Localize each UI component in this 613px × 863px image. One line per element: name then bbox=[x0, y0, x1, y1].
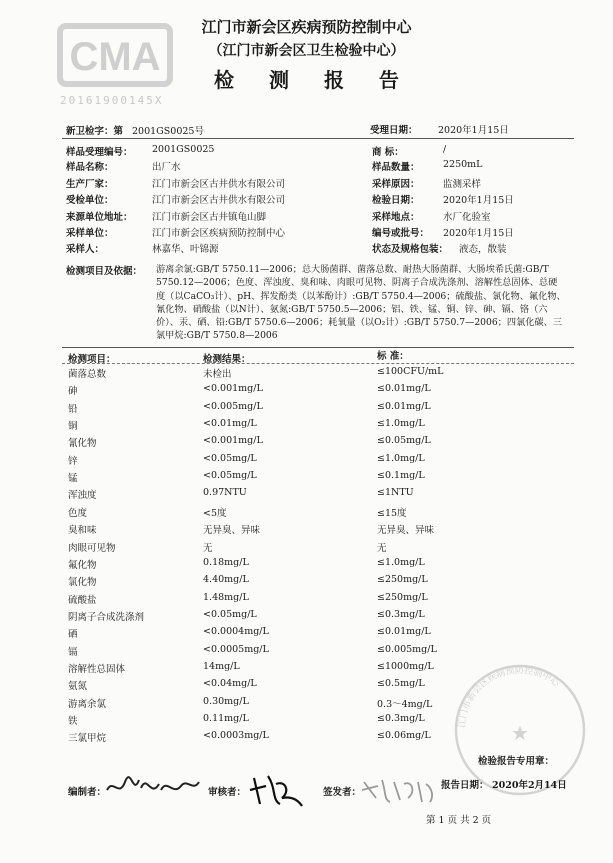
test-item: 浑浊度 bbox=[68, 490, 97, 501]
divider-mid bbox=[62, 347, 574, 348]
report-no-label: 新卫检字：第 bbox=[66, 126, 124, 137]
col-header-standard: 标 准： bbox=[377, 351, 409, 362]
test-result: <0.0005mg/L bbox=[203, 644, 269, 655]
test-item: 锰 bbox=[68, 473, 78, 484]
test-result: 0.11mg/L bbox=[203, 713, 249, 724]
divider-top bbox=[62, 138, 574, 139]
org-alias: （江门市新会区卫生检验中心） bbox=[208, 43, 405, 59]
info-value: 2020年1月15日 bbox=[443, 195, 514, 206]
test-item: 锌 bbox=[68, 456, 78, 467]
info-value: / bbox=[443, 144, 447, 155]
test-result: <0.0003mg/L bbox=[203, 730, 269, 741]
test-standard: ≤0.3mg/L bbox=[377, 713, 425, 724]
test-standard: ≤0.3mg/L bbox=[377, 609, 425, 620]
test-item: 游离余氯 bbox=[68, 699, 107, 710]
test-standard: ≤15度 bbox=[377, 508, 407, 519]
signer-signature bbox=[360, 772, 440, 810]
test-result: 14mg/L bbox=[203, 661, 240, 672]
test-result: 1.48mg/L bbox=[203, 592, 249, 603]
test-standard: ≤0.01mg/L bbox=[377, 383, 431, 394]
col-header-result: 检测结果： bbox=[203, 354, 251, 365]
test-item: 氯化物 bbox=[68, 577, 97, 588]
test-result: <0.05mg/L bbox=[203, 453, 257, 464]
status-value: 液态，散装 bbox=[459, 244, 507, 255]
info-value: 水厂化验室 bbox=[443, 212, 491, 223]
test-item: 镉 bbox=[68, 647, 78, 658]
received-date-label: 受理日期： bbox=[370, 125, 418, 136]
test-standard: ≤1000mg/L bbox=[377, 661, 434, 672]
inspection-seal bbox=[440, 648, 600, 798]
seal-star-icon: ★ bbox=[511, 721, 529, 745]
test-standard: ≤0.01mg/L bbox=[377, 626, 431, 637]
info-label: 样品数量： bbox=[372, 162, 420, 173]
test-result: 0.18mg/L bbox=[203, 557, 249, 568]
info-value: 2001GS0025 bbox=[152, 144, 215, 155]
test-item: 溶解性总固体 bbox=[68, 664, 126, 675]
reviewer-signature bbox=[246, 770, 306, 814]
test-result: <0.05mg/L bbox=[203, 470, 257, 481]
test-standard: ≤0.06mg/L bbox=[377, 730, 431, 741]
info-value: 江门市新会区古井供水有限公司 bbox=[152, 195, 286, 206]
test-result: <5度 bbox=[203, 508, 227, 519]
test-standard: ≤1NTU bbox=[377, 487, 414, 498]
test-item: 氰化物 bbox=[68, 438, 97, 449]
signer-label: 签发者： bbox=[323, 787, 362, 798]
test-standard: 无异臭、异味 bbox=[377, 525, 435, 536]
info-label: 采样原因： bbox=[372, 179, 420, 190]
test-item: 硒 bbox=[68, 629, 78, 640]
page-title: 检 测 报 告 bbox=[214, 68, 413, 92]
report-no-value: 2001GS0025号 bbox=[132, 126, 204, 137]
info-label: 检验日期： bbox=[372, 195, 420, 206]
info-label: 生产厂家： bbox=[66, 179, 114, 190]
info-label: 样品受理编号： bbox=[66, 147, 133, 158]
org-name: 江门市新会区疾病预防控制中心 bbox=[201, 18, 412, 36]
test-standard: ≤100CFU/mL bbox=[377, 366, 444, 377]
test-standard: ≤250mg/L bbox=[377, 574, 428, 585]
test-result: 未检出 bbox=[203, 369, 232, 380]
logo-text: CMA bbox=[69, 35, 161, 79]
test-item: 色度 bbox=[68, 508, 88, 519]
info-value: 2020年1月15日 bbox=[443, 228, 514, 239]
status-label: 状态及规格包装： bbox=[372, 244, 449, 255]
info-value: 林嘉华、叶锦源 bbox=[152, 244, 219, 255]
issue-date-value: 2020年2月14日 bbox=[492, 780, 567, 791]
test-result: <0.005mg/L bbox=[203, 401, 263, 412]
compiler-signature bbox=[103, 768, 203, 808]
test-item: 臭和味 bbox=[68, 525, 97, 536]
test-item: 菌落总数 bbox=[68, 369, 107, 380]
info-label: 采样地点： bbox=[372, 212, 420, 223]
test-standard: ≤0.1mg/L bbox=[377, 470, 425, 481]
test-standard: ≤250mg/L bbox=[377, 592, 428, 603]
test-item: 阴离子合成洗涤剂 bbox=[68, 612, 145, 623]
compiler-label: 编制者： bbox=[68, 787, 107, 798]
seal-label: 检验报告专用章： bbox=[478, 756, 555, 767]
test-item: 氨氮 bbox=[68, 681, 88, 692]
test-standard: ≤1.0mg/L bbox=[377, 453, 425, 464]
test-standard: ≤0.005mg/L bbox=[377, 644, 437, 655]
info-value: 监测采样 bbox=[443, 179, 482, 190]
test-standard: 无 bbox=[377, 543, 387, 554]
test-item: 铜 bbox=[68, 421, 78, 432]
page-indicator: 第 1 页 共 2 页 bbox=[426, 815, 492, 826]
info-label: 采样单位： bbox=[66, 228, 114, 239]
info-value: 出厂水 bbox=[152, 162, 181, 173]
col-header-item: 检测项目： bbox=[68, 354, 116, 365]
test-standard: ≤1.0mg/L bbox=[377, 557, 425, 568]
info-label: 样品名称： bbox=[66, 162, 114, 173]
info-value: 江门市新会区古井供水有限公司 bbox=[152, 179, 286, 190]
test-result: <0.001mg/L bbox=[203, 435, 263, 446]
info-label: 受检单位： bbox=[66, 195, 114, 206]
basis-label: 检测项目及依据： bbox=[66, 266, 143, 277]
test-item: 铅 bbox=[68, 404, 78, 415]
info-label: 来源单位地址： bbox=[66, 212, 133, 223]
svg-text:江门市新会区疾病预防控制中心 bbox=[457, 664, 563, 728]
info-value: 江门市新会区古井镇龟山脚 bbox=[152, 212, 267, 223]
test-standard: ≤0.01mg/L bbox=[377, 401, 431, 412]
test-result: <0.0004mg/L bbox=[203, 626, 269, 637]
test-result: <0.05mg/L bbox=[203, 609, 257, 620]
test-standard: ≤0.05mg/L bbox=[377, 435, 431, 446]
received-date-value: 2020年1月15日 bbox=[438, 125, 509, 136]
issue-date-label: 报告日期： bbox=[441, 780, 489, 791]
test-result: 无异臭、异味 bbox=[203, 525, 261, 536]
info-label: 商 标： bbox=[372, 147, 404, 158]
test-item: 铁 bbox=[68, 716, 78, 727]
basis-text: 游离余氯:GB/T 5750.11—2006；总大肠菌群、菌落总数、耐热大肠菌群、大肠埃希氏菌:GB/T 5750.12—2006；色度、浑浊度、臭和味、肉眼可见物、阴离子合成洗涤剂、溶解性总固体、总硬度（以CaCO₃计）、pH、挥发酚类（以苯酚计）:GB/T 5750.4—2006；硫酸盐、氯化物、氟化物、氰化物、硝酸盐（以N计）、氨氮:GB/T 5750.5—2006；铝、铁、锰、铜、锌、砷、镉、铬（六价）、汞、硒、铅:GB/T 5750.6—2006；耗氧量（以O₂计）:GB/T 5750.7—2006；四氯化碳、三氯甲烷:GB/T 5750.8—2006 bbox=[156, 264, 566, 342]
test-result: <0.04mg/L bbox=[203, 678, 257, 689]
test-result: 0.30mg/L bbox=[203, 696, 249, 707]
reviewer-label: 审核者： bbox=[208, 787, 247, 798]
divider-table-head bbox=[62, 363, 574, 364]
test-standard: ≤0.5mg/L bbox=[377, 678, 425, 689]
test-result: 4.40mg/L bbox=[203, 574, 249, 585]
seal-text: 江门市新会区疾病预防控制中心 bbox=[457, 665, 561, 729]
test-item: 硫酸盐 bbox=[68, 595, 97, 606]
test-item: 三氯甲烷 bbox=[68, 733, 107, 744]
test-result: <0.001mg/L bbox=[203, 383, 263, 394]
info-label: 采样人： bbox=[66, 244, 105, 255]
test-standard: 0.3～4mg/L bbox=[377, 699, 433, 710]
info-value: 2250mL bbox=[443, 159, 483, 170]
test-item: 砷 bbox=[68, 386, 78, 397]
test-standard: ≤1.0mg/L bbox=[377, 418, 425, 429]
test-result: 0.97NTU bbox=[203, 487, 247, 498]
test-item: 氟化物 bbox=[68, 560, 97, 571]
info-label: 编号或批号： bbox=[372, 228, 430, 239]
info-value: 江门市新会区疾病预防控制中心 bbox=[152, 228, 286, 239]
test-item: 肉眼可见物 bbox=[68, 543, 116, 554]
test-result: <0.01mg/L bbox=[203, 418, 257, 429]
test-result: 无 bbox=[203, 543, 213, 554]
logo-serial: 20161900145X bbox=[60, 94, 164, 107]
